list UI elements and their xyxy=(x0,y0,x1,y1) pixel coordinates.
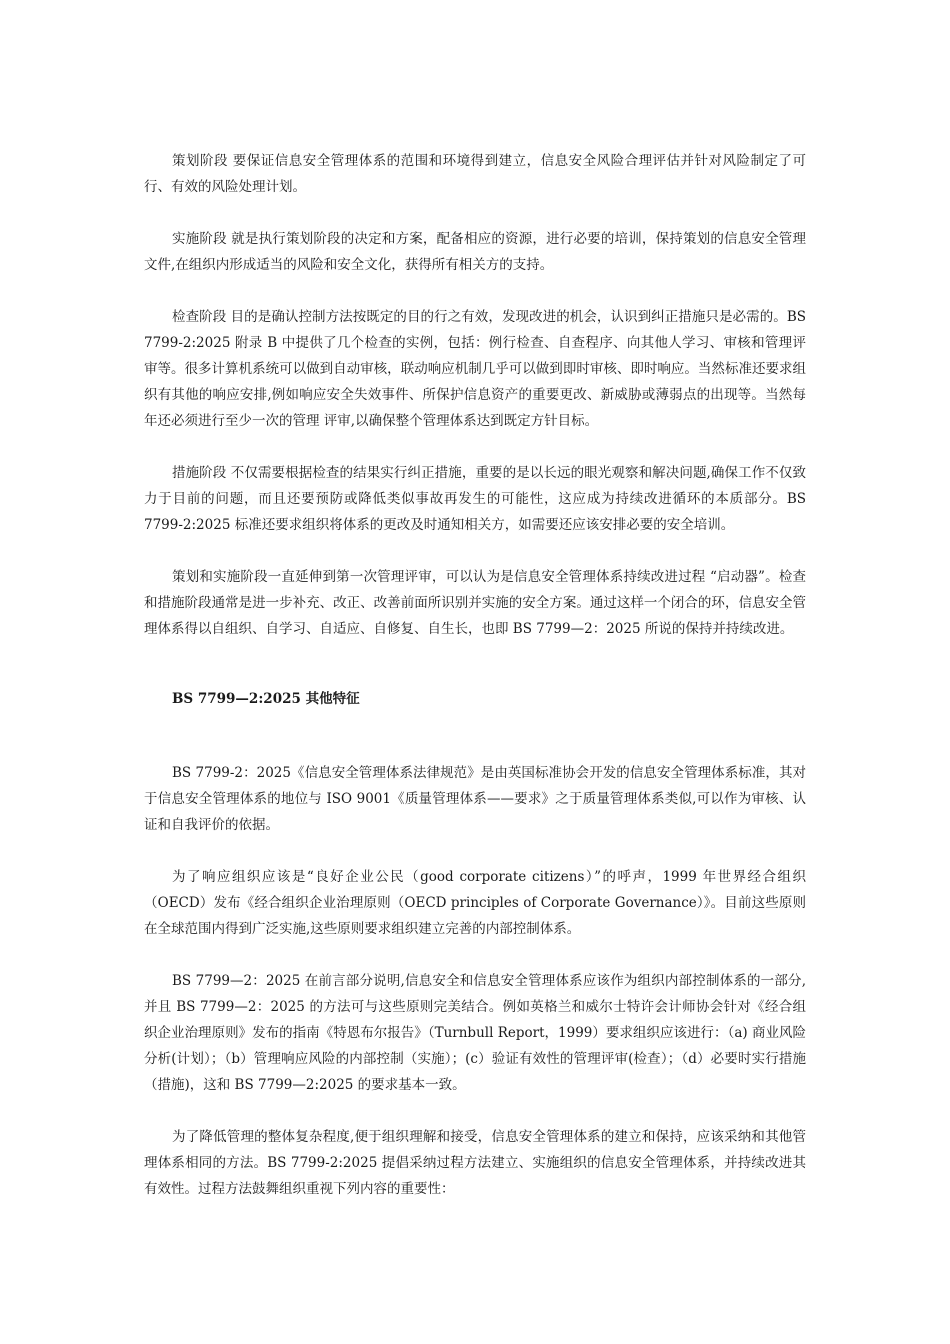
paragraph-act-phase: 措施阶段 不仅需要根据检查的结果实行纠正措施，重要的是以长远的眼光观察和解决问题,确保工作不仅致力于目前的问题，而且还要预防或降低类似事故再发生的可能性，这应成为持续改进循环的本质部分。BS 7799-2:2025 标准还要求组织将体系的更改及时通知相关方，如需要还应该安排必要的安全培训。 xyxy=(144,465,806,533)
paragraph-check-phase: 检查阶段 目的是确认控制方法按既定的目的行之有效，发现改进的机会，认识到纠正措施只是必需的。BS 7799-2:2025 附录 B 中提供了几个检查的实例，包括：例行检查、自查程序、向其他人学习、审核和管理评审等。很多计算机系统可以做到自动审核，联动响应机制几乎可以做到即时审核、即时响应。当然标准还要求组织有其他的响应安排,例如响应安全失效事件、所保护信息资产的重要更改、新威胁或薄弱点的出现等。当然每年还必须进行至少一次的管理 评审,以确保整个管理体系达到既定方针目标。 xyxy=(144,309,806,429)
paragraph-plan-phase: 策划阶段 要保证信息安全管理体系的范围和环境得到建立，信息安全风险合理评估并针对风险制定了可行、有效的风险处理计划。 xyxy=(144,153,806,195)
paragraph-do-phase: 实施阶段 就是执行策划阶段的决定和方案，配备相应的资源，进行必要的培训，保持策划的信息安全管理文件,在组织内形成适当的风险和安全文化，获得所有相关方的支持。 xyxy=(144,231,806,273)
paragraph-standard-overview: BS 7799-2：2025《信息安全管理体系法律规范》是由英国标准协会开发的信息安全管理体系标准，其对于信息安全管理体系的地位与 ISO 9001《质量管理体系——要求》之于质量管理体系类似,可以作为审核、认证和自我评价的依据。 xyxy=(144,765,806,833)
paragraph-pdca-summary: 策划和实施阶段一直延伸到第一次管理评审，可以认为是信息安全管理体系持续改进过程 “启动器”。检查和措施阶段通常是进一步补充、改正、改善前面所识别并实施的安全方案。通过这样一个闭合的环，信息安全管理体系得以自组织、自学习、自适应、自修复、自生长，也即 BS 7799—2：2025 所说的保持并持续改进。 xyxy=(144,569,806,637)
document-page xyxy=(144,148,806,1202)
section-heading: BS 7799—2:2025 其他特征 xyxy=(172,691,360,707)
paragraph-oecd-principles: 为了响应组织应该是“良好企业公民（good corporate citizens）”的呼声，1999 年世界经合组织（OECD）发布《经合组织企业治理原则（OECD principles of Corporate Governance）》。目前这些原则在全球范围内得到广泛实施,这些原则要求组织建立完善的内部控制体系。 xyxy=(144,869,806,937)
paragraph-process-approach: 为了降低管理的整体复杂程度,便于组织理解和接受，信息安全管理体系的建立和保持，应该采纳和其他管理体系相同的方法。BS 7799-2:2025 提倡采纳过程方法建立、实施组织的信息安全管理体系，并持续改进其有效性。过程方法鼓舞组织重视下列内容的重要性： xyxy=(144,1129,806,1197)
paragraph-internal-control: BS 7799—2：2025 在前言部分说明,信息安全和信息安全管理体系应该作为组织内部控制体系的一部分,并且 BS 7799—2：2025 的方法可与这些原则完美结合。例如英格兰和威尔士特许会计师协会针对《经合组织企业治理原则》发布的指南《特恩布尔报告》（Turnbull Report，1999）要求组织应该进行：（a) 商业风险分析(计划）；（b）管理响应风险的内部控制（实施）；(c）验证有效性的管理评审(检查）；（d）必要时实行措施（措施)，这和 BS 7799—2:2025 的要求基本一致。 xyxy=(144,973,806,1093)
